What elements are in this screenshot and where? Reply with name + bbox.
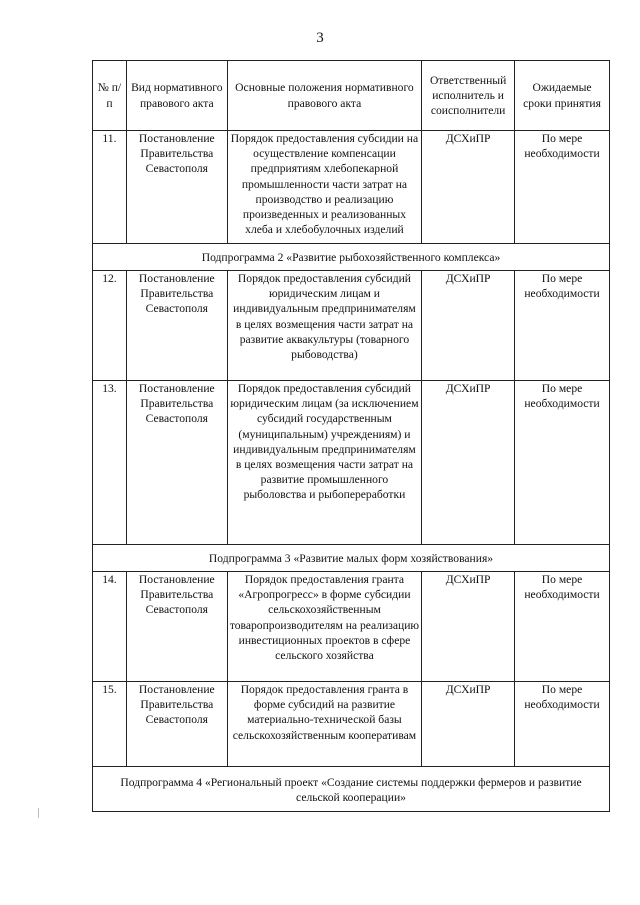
header-act-type: Вид нормативного правового акта (126, 61, 227, 131)
header-provisions: Основные положения нормативного правового акта (227, 61, 421, 131)
scan-artifact (38, 808, 39, 818)
row-deadline: По мере необходимости (515, 381, 610, 545)
row-deadline: По мере необходимости (515, 682, 610, 767)
row-provisions: Порядок предоставления субсидий юридическим лицам (за исключением субсидий государственным (муниципальным) учреждениям) и индивидуальным предпринимателям в целях возмещения части затрат на развитие промышленного рыболовства и рыбопереработки (227, 381, 421, 545)
subprogram-2-title: Подпрограмма 2 «Развитие рыбохозяйственного комплекса» (93, 244, 610, 271)
row-num: 15. (93, 682, 127, 767)
subprogram-row (93, 545, 610, 572)
row-act-type: Постановление Правительства Севастополя (126, 572, 227, 682)
row-num: 13. (93, 381, 127, 545)
row-responsible: ДСХиПР (422, 381, 515, 545)
row-act-type: Постановление Правительства Севастополя (126, 271, 227, 381)
header-responsible: Ответственный исполнитель и соисполнители (422, 61, 515, 131)
row-act-type: Постановление Правительства Севастополя (126, 381, 227, 545)
row-responsible: ДСХиПР (422, 131, 515, 244)
table-row (93, 381, 610, 545)
table-row (93, 131, 610, 244)
subprogram-row (93, 767, 610, 812)
table-row (93, 682, 610, 767)
row-num: 11. (93, 131, 127, 244)
row-responsible: ДСХиПР (422, 572, 515, 682)
table-row (93, 271, 610, 381)
row-responsible: ДСХиПР (422, 682, 515, 767)
subprogram-4-title: Подпрограмма 4 «Региональный проект «Создание системы поддержки фермеров и развитие сельской кооперации» (93, 767, 610, 812)
header-num: № п/п (93, 61, 127, 131)
subprogram-row (93, 244, 610, 271)
row-num: 12. (93, 271, 127, 381)
row-deadline: По мере необходимости (515, 131, 610, 244)
table-header-row (93, 61, 610, 131)
row-provisions: Порядок предоставления гранта в форме субсидий на развитие материально-технической базы сельскохозяйственным кооперативам (227, 682, 421, 767)
row-num: 14. (93, 572, 127, 682)
row-deadline: По мере необходимости (515, 572, 610, 682)
legal-acts-table (92, 60, 610, 812)
row-responsible: ДСХиПР (422, 271, 515, 381)
row-provisions: Порядок предоставления гранта «Агропрогресс» в форме субсидии сельскохозяйственным товаропроизводителям на реализацию инвестиционных проектов в сфере сельского хозяйства (227, 572, 421, 682)
subprogram-3-title: Подпрограмма 3 «Развитие малых форм хозяйствования» (93, 545, 610, 572)
page-number: 3 (316, 30, 324, 46)
row-provisions: Порядок предоставления субсидий юридическим лицам и индивидуальным предпринимателям в целях возмещения части затрат на развитие аквакультуры (товарного рыбоводства) (227, 271, 421, 381)
header-deadline: Ожидаемые сроки принятия (515, 61, 610, 131)
row-act-type: Постановление Правительства Севастополя (126, 682, 227, 767)
row-act-type: Постановление Правительства Севастополя (126, 131, 227, 244)
row-deadline: По мере необходимости (515, 271, 610, 381)
table-row (93, 572, 610, 682)
row-provisions: Порядок предоставления субсидии на осуществление компенсации предприятиям хлебопекарной промышленности части затрат на производство и реализацию произведенных и реализованных хлеба и хлебобулочных изделий (227, 131, 421, 244)
